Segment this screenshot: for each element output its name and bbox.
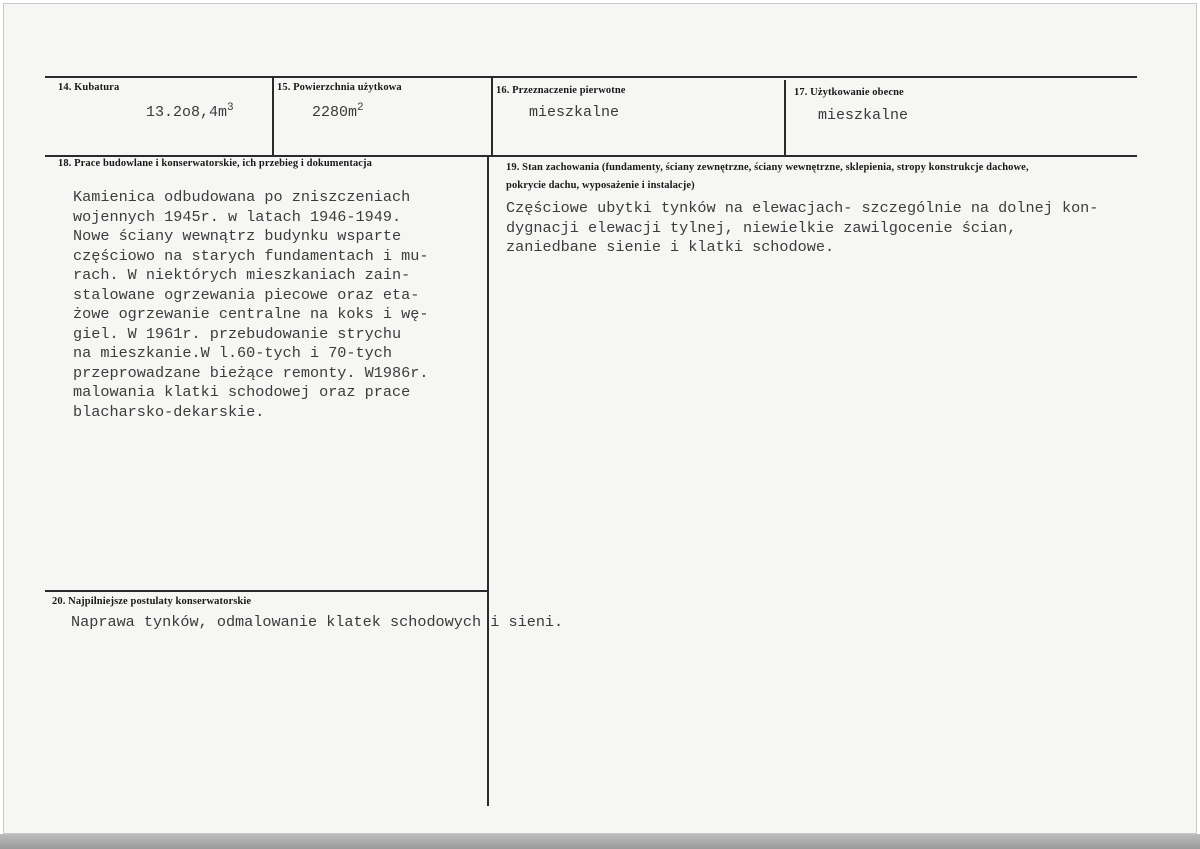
text-line: rach. W niektórych mieszkaniach zain- <box>73 266 411 284</box>
text-line: Kamienica odbudowana po zniszczeniach <box>73 188 411 206</box>
field-15-value <box>312 102 364 121</box>
field-19-text <box>506 199 1098 258</box>
field-15-label: 15. Powierzchnia użytkowa <box>277 82 402 93</box>
field-17-label: 17. Użytkowanie obecne <box>794 87 904 98</box>
scan-bottom-edge <box>0 834 1200 849</box>
kubatura-exponent: 3 <box>227 102 234 114</box>
row-top-line <box>45 76 1137 78</box>
text-line: Nowe ściany wewnątrz budynku wsparte <box>73 227 402 245</box>
row-middle-line <box>45 155 1137 157</box>
area-exponent: 2 <box>357 102 364 114</box>
text-line: giel. W 1961r. przebudowanie strychu <box>73 324 402 343</box>
text-line: Częściowe ubytki tynków na elewacjach- szczególnie na dolnej kon- <box>506 199 1099 217</box>
divider-15-16 <box>491 77 493 155</box>
text-line: żowe ogrzewanie centralne na koks i wę- <box>73 305 429 323</box>
text-line: blacharsko-dekarskie. <box>73 402 265 421</box>
kubatura-number: 13.2o8,4m <box>146 104 228 121</box>
text-line: częściowo na starych fundamentach i mu- <box>73 246 429 265</box>
field-16-label: 16. Przeznaczenie pierwotne <box>496 85 626 96</box>
text-line: dygnacji elewacji tylnej, niewielkie zawilgocenie ścian, <box>506 218 1017 237</box>
area-number: 2280m <box>312 104 358 121</box>
text-line: stalowane ogrzewania piecowe oraz eta- <box>73 285 420 304</box>
text-line: wojennych 1945r. w latach 1946-1949. <box>73 207 402 226</box>
section-20-line <box>45 590 487 592</box>
text-line: na mieszkanie.W l.60-tych i 70-tych <box>73 344 392 362</box>
field-19-label: 19. Stan zachowania (fundamenty, ściany zewnętrzne, ściany wewnętrzne, sklepienia, stropy konstrukcje dachowe, pokrycie dachu, wyposażenie i instalacje) <box>506 162 1029 191</box>
field-14-value <box>146 102 234 121</box>
text-line: zaniedbane sienie i klatki schodowe. <box>506 238 835 256</box>
field-17-value: mieszkalne <box>818 107 909 124</box>
text-line: przeprowadzane bieżące remonty. W1986r. <box>73 363 429 382</box>
field-18-label: 18. Prace budowlane i konserwatorskie, ich przebieg i dokumentacja <box>58 158 373 169</box>
divider-18-19 <box>487 155 489 806</box>
field-20-label: 20. Najpilniejsze postulaty konserwatorskie <box>52 596 252 607</box>
divider-14-15 <box>272 77 274 155</box>
divider-16-17 <box>784 80 786 155</box>
field-16-value: mieszkalne <box>529 104 620 121</box>
text-line: malowania klatki schodowej oraz prace <box>73 383 411 401</box>
field-20-text: Naprawa tynków, odmalowanie klatek schodowych i sieni. <box>71 613 564 631</box>
field-14-label: 14. Kubatura <box>58 82 120 93</box>
field-18-text <box>73 188 428 422</box>
